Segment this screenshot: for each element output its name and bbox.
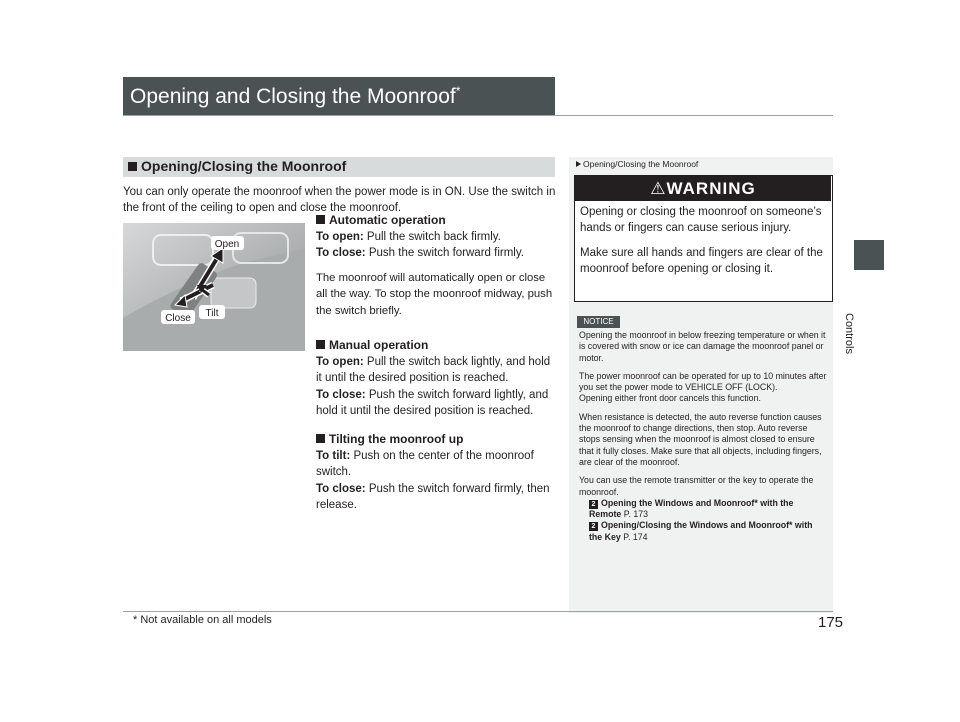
note-para-1: The power moonroof can be operated for up to 10 minutes after you set the power mode to VEHICLE OFF (LOCK). bbox=[579, 370, 827, 393]
manual-heading: Manual operation bbox=[316, 337, 556, 354]
tilting-block bbox=[316, 431, 556, 514]
warning-text-1: Opening or closing the moonroof on someone’s hands or fingers can cause serious injury. bbox=[580, 206, 822, 234]
automatic-close-line: To close: Push the switch forward firmly. bbox=[316, 247, 524, 259]
reference-icon: 2 bbox=[589, 500, 598, 509]
square-bullet-icon bbox=[128, 162, 137, 171]
tilt-close-line: To close: Push the switch forward firmly, then release. bbox=[316, 482, 550, 511]
footer-rule bbox=[123, 611, 833, 612]
warning-body bbox=[580, 204, 828, 277]
manual-open-line: To open: Pull the switch back lightly, and hold it until the desired position is reached. bbox=[316, 355, 551, 384]
title-footnote-mark: * bbox=[455, 84, 461, 98]
note-para-1b: Opening either front door cancels this function. bbox=[579, 393, 761, 404]
note-para-3: You can use the remote transmitter or the key to operate the moonroof. bbox=[579, 475, 814, 497]
reference-link-remote[interactable]: 2 Opening the Windows and Moonroof* with the Remote P. 173 bbox=[589, 497, 794, 520]
page-title: Opening and Closing the Moonroof* bbox=[130, 84, 461, 108]
footnote: * Not available on all models bbox=[133, 614, 272, 626]
tilt-label: Tilt bbox=[205, 308, 219, 319]
tilt-line: To tilt: Push on the center of the moonroof switch. bbox=[316, 449, 534, 478]
notice-badge: NOTICE bbox=[577, 316, 620, 328]
square-bullet-icon bbox=[316, 434, 325, 443]
close-label: Close bbox=[165, 313, 191, 324]
automatic-heading: Automatic operation bbox=[316, 212, 556, 229]
automatic-operation-block bbox=[316, 212, 556, 319]
notes-title: Opening/Closing the Moonroof bbox=[576, 159, 698, 169]
reference-arrow-icon bbox=[576, 161, 581, 167]
manual-close-line: To close: Push the switch forward lightly, and hold it until the desired position is reached. bbox=[316, 388, 549, 417]
section-header: Opening/Closing the Moonroof bbox=[128, 158, 346, 174]
side-tab-label: Controls bbox=[843, 313, 855, 354]
warning-text-2: Make sure all hands and fingers are clear of the moonroof before opening or closing it. bbox=[580, 247, 823, 275]
notes-body bbox=[579, 330, 827, 543]
intro-text: You can only operate the moonroof when the power mode is in ON. Use the switch in the front of the ceiling to open and close the moonroof. bbox=[123, 186, 556, 214]
manual-operation-block bbox=[316, 337, 556, 420]
automatic-open-line: To open: Pull the switch back firmly. bbox=[316, 230, 501, 243]
open-label: Open bbox=[214, 239, 240, 250]
side-tab-block bbox=[854, 240, 884, 270]
note-para-2: When resistance is detected, the auto reverse function causes the moonroof to change directions, then stop. Auto reverse stops sensing when the moonroof is almost closed to ensure that it fully closes. Make sure that all objects, including fingers, are clear of the moonroof. bbox=[579, 411, 822, 467]
square-bullet-icon bbox=[316, 215, 325, 224]
warning-triangle-icon: ⚠ bbox=[650, 179, 667, 198]
square-bullet-icon bbox=[316, 340, 325, 349]
reference-icon: 2 bbox=[589, 522, 598, 531]
reference-link-key[interactable]: 2 Opening/Closing the Windows and Moonroof* with the Key P. 174 bbox=[589, 520, 813, 542]
moonroof-switch-photo bbox=[123, 223, 305, 351]
tilting-heading: Tilting the moonroof up bbox=[316, 431, 556, 448]
automatic-note: The moonroof will automatically open or close all the way. To stop the moonroof midway, push the switch briefly. bbox=[316, 271, 553, 317]
notice-text: Opening the moonroof in below freezing temperature or when it is covered with snow or ice can damage the moonroof panel or motor. bbox=[579, 330, 826, 363]
page-number: 175 bbox=[818, 614, 844, 631]
warning-header: ⚠WARNING bbox=[575, 176, 831, 201]
title-rule bbox=[123, 115, 833, 116]
